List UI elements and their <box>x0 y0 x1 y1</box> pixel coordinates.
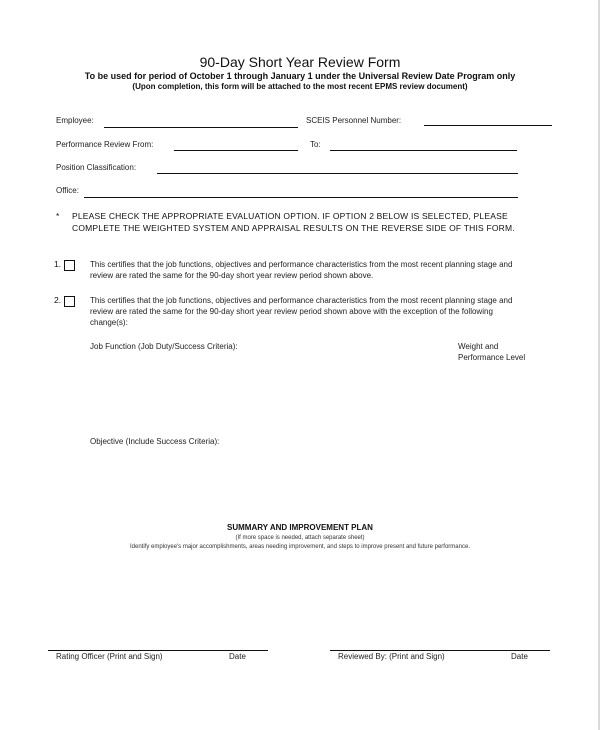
notice-bullet: * <box>56 211 60 221</box>
personnel-number-label: SCEIS Personnel Number: <box>306 116 402 125</box>
reviewer-signature-line[interactable] <box>330 650 550 651</box>
objective-label: Objective (Include Success Criteria): <box>90 437 220 446</box>
option-2-checkbox[interactable] <box>64 296 75 307</box>
option-2-text: This certifies that the job functions, objectives and performance characteristics from the most recent planning stage and review are rated the same for the 90-day short year review period shown above with the exception of the following change(s): <box>90 296 513 327</box>
employee-label: Employee: <box>56 116 94 125</box>
office-field[interactable] <box>84 197 518 198</box>
option-1-number: 1. <box>54 259 62 269</box>
review-from-field[interactable] <box>174 150 298 151</box>
office-label: Office: <box>56 186 79 195</box>
option-2-number: 2. <box>54 295 62 305</box>
rating-officer-label: Rating Officer (Print and Sign) <box>56 652 163 661</box>
form-subtitle: To be used for period of October 1 through January 1 under the Universal Review Date Program only <box>84 71 516 81</box>
review-date-label: Date <box>511 652 528 661</box>
weight-label-line1: Weight and <box>458 342 499 351</box>
employee-field[interactable] <box>104 127 298 128</box>
reviewed-by-label: Reviewed By: (Print and Sign) <box>338 652 445 661</box>
summary-note: (If more space is needed, attach separate sheet) <box>235 535 365 541</box>
position-label: Position Classification: <box>56 163 137 172</box>
form-title: 90-Day Short Year Review Form <box>199 54 401 70</box>
rating-date-label: Date <box>229 652 246 661</box>
attachment-note: (Upon completion, this form will be attached to the most recent EPMS review document) <box>132 82 468 91</box>
position-field[interactable] <box>157 173 518 174</box>
option-1-text: This certifies that the job functions, objectives and performance characteristics from the most recent planning stage and review are rated the same for the 90-day short year review period shown above. <box>90 260 513 280</box>
review-to-label: To: <box>310 140 321 149</box>
evaluation-notice <box>56 210 546 234</box>
weight-label-line2: Performance Level <box>458 353 526 362</box>
job-function-label: Job Function (Job Duty/Success Criteria): <box>90 342 238 351</box>
rating-officer-signature-line[interactable] <box>48 650 268 651</box>
option-1-checkbox[interactable] <box>64 260 75 271</box>
review-to-field[interactable] <box>330 150 517 151</box>
review-from-label: Performance Review From: <box>56 140 154 149</box>
personnel-number-field[interactable] <box>424 125 552 126</box>
notice-text: PLEASE CHECK THE APPROPRIATE EVALUATION OPTION. IF OPTION 2 BELOW IS SELECTED, PLEASE COMPLETE THE WEIGHTED SYSTEM AND APPRAISAL RESULTS ON THE REVERSE SIDE OF THIS FORM. <box>72 211 515 233</box>
summary-instruction: Identify employee's major accomplishments, areas needing improvement, and steps to improve present and future performance. <box>130 544 470 550</box>
summary-heading: SUMMARY AND IMPROVEMENT PLAN <box>227 523 373 532</box>
